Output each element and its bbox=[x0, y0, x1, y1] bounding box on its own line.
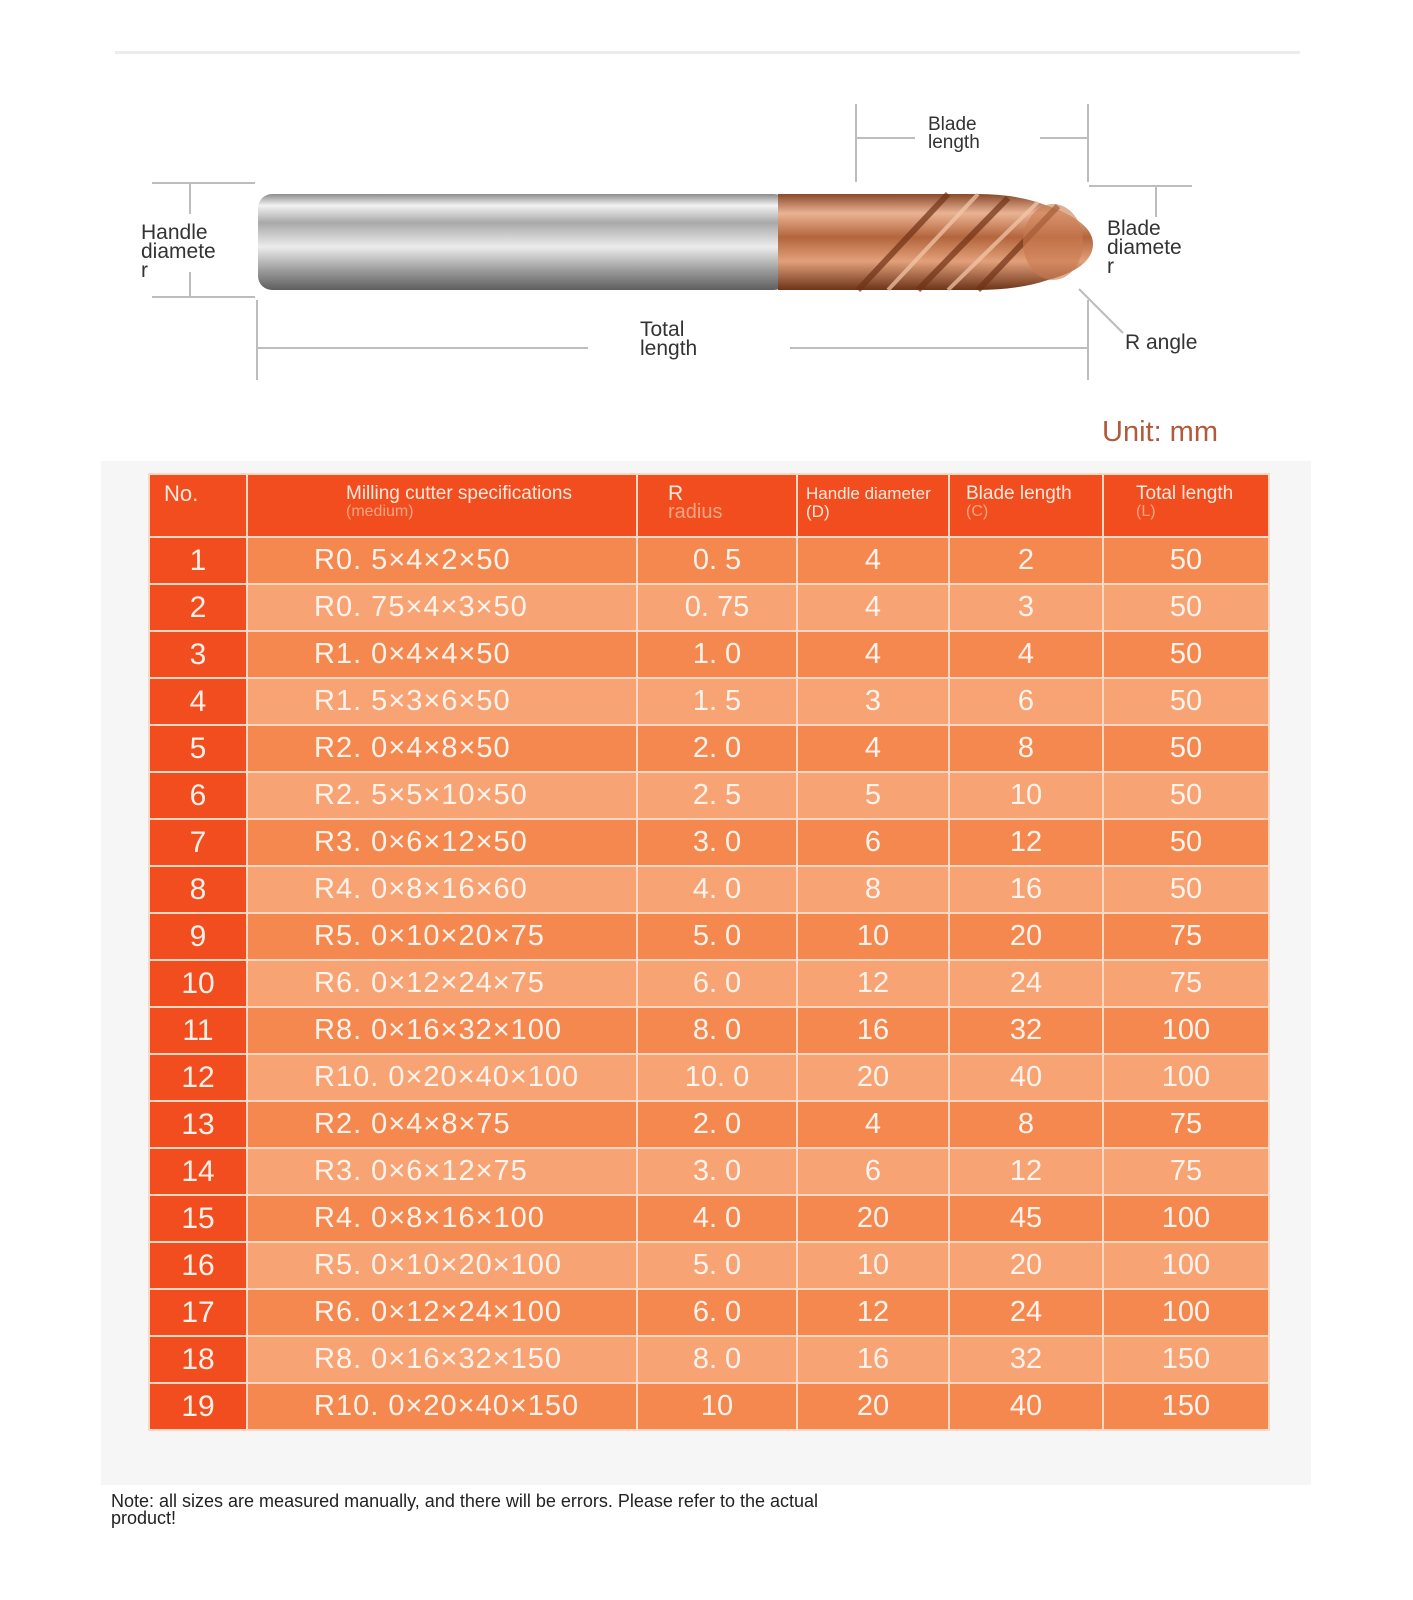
blade-length-line-right bbox=[1040, 137, 1087, 139]
unit-label: Unit: mm bbox=[1102, 416, 1218, 448]
no-cell: 19 bbox=[149, 1383, 247, 1430]
table-row bbox=[149, 1383, 1269, 1430]
blade-length-cell: 20 bbox=[949, 913, 1103, 960]
spec-cell: R8. 0×16×32×150 bbox=[247, 1336, 637, 1383]
handle-diameter-cell: 20 bbox=[797, 1054, 949, 1101]
no-cell: 4 bbox=[149, 678, 247, 725]
spec-cell: R1. 0×4×4×50 bbox=[247, 631, 637, 678]
table-row bbox=[149, 772, 1269, 819]
table-row bbox=[149, 1054, 1269, 1101]
table-row bbox=[149, 1242, 1269, 1289]
no-cell: 15 bbox=[149, 1195, 247, 1242]
blade-length-cell: 32 bbox=[949, 1336, 1103, 1383]
spec-cell: R10. 0×20×40×150 bbox=[247, 1383, 637, 1430]
blade-length-cell: 40 bbox=[949, 1054, 1103, 1101]
blade-length-cell: 2 bbox=[949, 537, 1103, 584]
radius-cell: 2. 0 bbox=[637, 725, 797, 772]
total-length-cell: 150 bbox=[1103, 1383, 1269, 1430]
radius-cell: 3. 0 bbox=[637, 1148, 797, 1195]
total-length-cell: 50 bbox=[1103, 631, 1269, 678]
handle-diameter-cell: 4 bbox=[797, 631, 949, 678]
total-length-cell: 50 bbox=[1103, 678, 1269, 725]
total-length-line-left bbox=[258, 347, 588, 349]
table-row bbox=[149, 819, 1269, 866]
blade-length-cell: 20 bbox=[949, 1242, 1103, 1289]
handle-diameter-cell: 5 bbox=[797, 772, 949, 819]
spec-cell: R4. 0×8×16×100 bbox=[247, 1195, 637, 1242]
table-row bbox=[149, 866, 1269, 913]
radius-cell: 0. 5 bbox=[637, 537, 797, 584]
radius-cell: 10 bbox=[637, 1383, 797, 1430]
handle-diameter-cell: 4 bbox=[797, 584, 949, 631]
total-length-cell: 100 bbox=[1103, 1242, 1269, 1289]
blade-diameter-label: Blade diamete r bbox=[1107, 217, 1182, 278]
no-cell: 12 bbox=[149, 1054, 247, 1101]
blade-length-cell: 4 bbox=[949, 631, 1103, 678]
no-cell: 2 bbox=[149, 584, 247, 631]
blade-length-line-left bbox=[857, 137, 915, 139]
table-row bbox=[149, 1336, 1269, 1383]
spec-cell: R8. 0×16×32×100 bbox=[247, 1007, 637, 1054]
handle-diameter-cell: 4 bbox=[797, 1101, 949, 1148]
radius-cell: 6. 0 bbox=[637, 960, 797, 1007]
radius-cell: 5. 0 bbox=[637, 1242, 797, 1289]
handle-diameter-ext-bottom bbox=[152, 296, 255, 298]
blade-length-cell: 32 bbox=[949, 1007, 1103, 1054]
handle-diameter-cell: 12 bbox=[797, 960, 949, 1007]
blade-length-cell: 40 bbox=[949, 1383, 1103, 1430]
blade-length-cell: 16 bbox=[949, 866, 1103, 913]
table-row bbox=[149, 725, 1269, 772]
no-cell: 7 bbox=[149, 819, 247, 866]
no-cell: 8 bbox=[149, 866, 247, 913]
total-length-cell: 50 bbox=[1103, 819, 1269, 866]
blade-length-cell: 3 bbox=[949, 584, 1103, 631]
blade-length-label: Blade length bbox=[928, 114, 980, 153]
total-length-line-right bbox=[790, 347, 1087, 349]
blade-length-cell: 10 bbox=[949, 772, 1103, 819]
radius-cell: 1. 0 bbox=[637, 631, 797, 678]
header-spec: Milling cutter specifications (medium) bbox=[247, 474, 637, 537]
radius-cell: 1. 5 bbox=[637, 678, 797, 725]
handle-diameter-cell: 10 bbox=[797, 913, 949, 960]
total-length-cell: 50 bbox=[1103, 725, 1269, 772]
spec-cell: R2. 0×4×8×75 bbox=[247, 1101, 637, 1148]
no-cell: 6 bbox=[149, 772, 247, 819]
handle-diameter-cell: 12 bbox=[797, 1289, 949, 1336]
radius-cell: 5. 0 bbox=[637, 913, 797, 960]
blade-length-cell: 24 bbox=[949, 960, 1103, 1007]
handle-diameter-cell: 3 bbox=[797, 678, 949, 725]
table-row bbox=[149, 913, 1269, 960]
handle-diameter-cell: 20 bbox=[797, 1195, 949, 1242]
blade-length-ext-left bbox=[855, 104, 857, 182]
radius-cell: 3. 0 bbox=[637, 819, 797, 866]
blade-length-cell: 12 bbox=[949, 1148, 1103, 1195]
spec-cell: R4. 0×8×16×60 bbox=[247, 866, 637, 913]
blade-length-cell: 8 bbox=[949, 725, 1103, 772]
spec-cell: R0. 75×4×3×50 bbox=[247, 584, 637, 631]
handle-diameter-cell: 10 bbox=[797, 1242, 949, 1289]
spec-cell: R5. 0×10×20×75 bbox=[247, 913, 637, 960]
blade-length-cell: 6 bbox=[949, 678, 1103, 725]
blade-length-cell: 8 bbox=[949, 1101, 1103, 1148]
table-row bbox=[149, 1195, 1269, 1242]
handle-diameter-cell: 16 bbox=[797, 1007, 949, 1054]
no-cell: 3 bbox=[149, 631, 247, 678]
table-row bbox=[149, 1148, 1269, 1195]
radius-cell: 8. 0 bbox=[637, 1007, 797, 1054]
table-row bbox=[149, 1289, 1269, 1336]
spec-cell: R2. 5×5×10×50 bbox=[247, 772, 637, 819]
no-cell: 14 bbox=[149, 1148, 247, 1195]
no-cell: 18 bbox=[149, 1336, 247, 1383]
radius-cell: 8. 0 bbox=[637, 1336, 797, 1383]
spec-table-body bbox=[149, 537, 1269, 1430]
spec-table bbox=[148, 473, 1270, 1431]
handle-diameter-cell: 16 bbox=[797, 1336, 949, 1383]
total-length-ext-left bbox=[256, 300, 258, 380]
handle-diameter-cell: 6 bbox=[797, 1148, 949, 1195]
handle-diameter-label: Handle diamete r bbox=[141, 221, 216, 282]
no-cell: 10 bbox=[149, 960, 247, 1007]
ball-end-mill-image bbox=[258, 192, 1098, 302]
radius-cell: 2. 5 bbox=[637, 772, 797, 819]
no-cell: 11 bbox=[149, 1007, 247, 1054]
header-no: No. bbox=[149, 474, 247, 537]
total-length-cell: 75 bbox=[1103, 913, 1269, 960]
table-row bbox=[149, 537, 1269, 584]
total-length-cell: 100 bbox=[1103, 1007, 1269, 1054]
total-length-cell: 100 bbox=[1103, 1289, 1269, 1336]
total-length-cell: 100 bbox=[1103, 1195, 1269, 1242]
table-row bbox=[149, 584, 1269, 631]
no-cell: 1 bbox=[149, 537, 247, 584]
blade-diameter-ext-top bbox=[1089, 185, 1192, 187]
no-cell: 13 bbox=[149, 1101, 247, 1148]
blade-length-ext-right bbox=[1087, 104, 1089, 182]
total-length-label: Total length bbox=[640, 318, 698, 360]
spec-cell: R6. 0×12×24×100 bbox=[247, 1289, 637, 1336]
handle-diameter-line-top bbox=[189, 184, 191, 214]
total-length-cell: 75 bbox=[1103, 960, 1269, 1007]
header-radius: R radius bbox=[637, 474, 797, 537]
blade-diameter-line bbox=[1155, 187, 1157, 217]
radius-cell: 4. 0 bbox=[637, 866, 797, 913]
radius-cell: 10. 0 bbox=[637, 1054, 797, 1101]
spec-cell: R3. 0×6×12×75 bbox=[247, 1148, 637, 1195]
total-length-cell: 150 bbox=[1103, 1336, 1269, 1383]
spec-cell: R5. 0×10×20×100 bbox=[247, 1242, 637, 1289]
total-length-cell: 50 bbox=[1103, 584, 1269, 631]
header-total-length: Total length (L) bbox=[1103, 474, 1269, 537]
header-handle-diameter: Handle diameter (D) bbox=[797, 474, 949, 537]
radius-cell: 6. 0 bbox=[637, 1289, 797, 1336]
r-angle-label: R angle bbox=[1125, 331, 1198, 354]
total-length-cell: 50 bbox=[1103, 772, 1269, 819]
no-cell: 16 bbox=[149, 1242, 247, 1289]
no-cell: 5 bbox=[149, 725, 247, 772]
spec-cell: R1. 5×3×6×50 bbox=[247, 678, 637, 725]
table-row bbox=[149, 1101, 1269, 1148]
radius-cell: 2. 0 bbox=[637, 1101, 797, 1148]
blade-length-cell: 45 bbox=[949, 1195, 1103, 1242]
total-length-cell: 75 bbox=[1103, 1148, 1269, 1195]
handle-diameter-cell: 20 bbox=[797, 1383, 949, 1430]
spec-cell: R6. 0×12×24×75 bbox=[247, 960, 637, 1007]
no-cell: 17 bbox=[149, 1289, 247, 1336]
total-length-cell: 50 bbox=[1103, 537, 1269, 584]
total-length-cell: 50 bbox=[1103, 866, 1269, 913]
handle-diameter-ext-top bbox=[152, 182, 255, 184]
handle-diameter-cell: 4 bbox=[797, 725, 949, 772]
spec-cell: R10. 0×20×40×100 bbox=[247, 1054, 637, 1101]
spec-cell: R3. 0×6×12×50 bbox=[247, 819, 637, 866]
radius-cell: 4. 0 bbox=[637, 1195, 797, 1242]
total-length-cell: 100 bbox=[1103, 1054, 1269, 1101]
table-row bbox=[149, 1007, 1269, 1054]
total-length-cell: 75 bbox=[1103, 1101, 1269, 1148]
table-header-row bbox=[149, 474, 1269, 537]
header-blade-length: Blade length (C) bbox=[949, 474, 1103, 537]
blade-length-cell: 12 bbox=[949, 819, 1103, 866]
radius-cell: 0. 75 bbox=[637, 584, 797, 631]
blade-length-cell: 24 bbox=[949, 1289, 1103, 1336]
table-row bbox=[149, 678, 1269, 725]
table-row bbox=[149, 631, 1269, 678]
spec-cell: R2. 0×4×8×50 bbox=[247, 725, 637, 772]
disclaimer-note: Note: all sizes are measured manually, and there will be errors. Please refer to the actual product! bbox=[111, 1491, 819, 1528]
handle-diameter-cell: 6 bbox=[797, 819, 949, 866]
tool-dimension-diagram bbox=[0, 0, 1413, 420]
table-row bbox=[149, 960, 1269, 1007]
no-cell: 9 bbox=[149, 913, 247, 960]
handle-diameter-cell: 8 bbox=[797, 866, 949, 913]
handle-diameter-cell: 4 bbox=[797, 537, 949, 584]
spec-cell: R0. 5×4×2×50 bbox=[247, 537, 637, 584]
